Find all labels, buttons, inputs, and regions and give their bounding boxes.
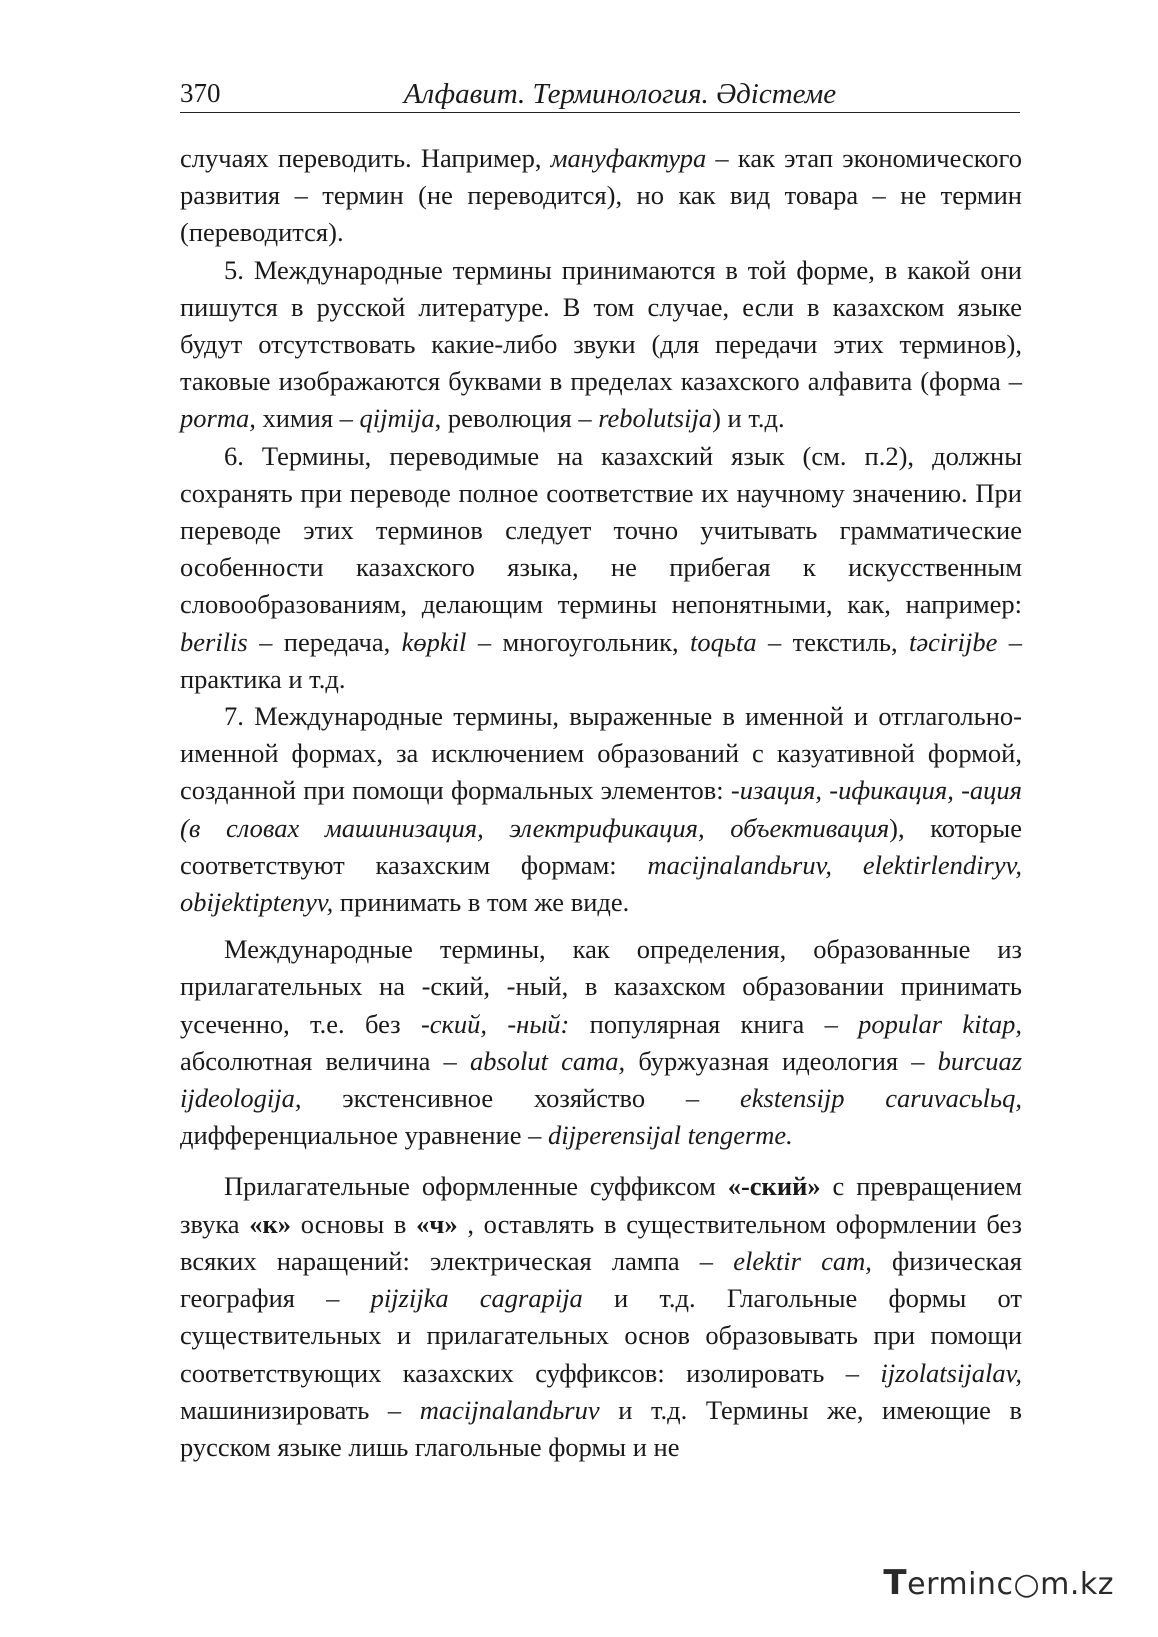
page-header (180, 78, 1020, 113)
paragraph: 6. Термины, переводимые на казахский язык (см. п.2), должны сохранять при переводе полное соответствие их научному значению. При переводе этих терминов следует точно учитывать грамматические особенности казахского языка, не прибегая к искусственным словообразованиям, делающим термины непонятными, как, например: berilis – передача, kөpkil – многоугольник, toqьta – текстиль, tәcirijbe – практика и т.д. (180, 440, 1023, 694)
watermark-text: erminc○m.kz (907, 1567, 1114, 1602)
watermark-initial: T (883, 1563, 908, 1603)
page-number: 370 (180, 78, 221, 108)
paragraph: Международные термины, как определения, образованные из прилагательных на -ский, -ный, в казахском образовании принимать усеченно, т.е. без -ский, -ный: популярная книга – popular kitap, абсолютная величина – absolut cama, буржуазная идеология – burcuaz ijdeologija, экстенсивное хозяйство – ekstensijp caruvacьlьq, дифференциальное уравнение – dijperensijal tengerme. (180, 934, 1023, 1151)
running-title: Алфавит. Терминология. Әдістеме (403, 78, 837, 110)
body-text (180, 140, 1022, 1466)
paragraph: 7. Международные термины, выраженные в именной и отглагольно-именной формах, за исключением образований с казуативной формой, созданной при помощи формальных элементов: -изация, -ификация, -ация (в словах машинизация, электрификация, объективация), которые соответствуют казахским формам: macijnalandьruv, elektirlendiryv, obijektiptenyv, принимать в том же виде. (180, 701, 1022, 918)
paragraph: случаях переводить. Например, мануфактура – как этап экономического развития – термин (не переводится), но как вид товара – не термин (переводится). (180, 143, 1022, 248)
site-watermark (883, 1563, 1114, 1603)
paragraph: 5. Международные термины принимаются в той форме, в какой они пишутся в русской литературе. В том случае, если в казахском языке будут отсутствовать какие-либо звуки (для передачи этих терминов), таковые изображаются буквами в пределах казахского алфавита (форма – porma, химия – qijmija, революция – rebolutsija) и т.д. (180, 254, 1022, 434)
paragraph: Прилагательные оформленные суффиксом «-ский» с превращением звука «к» основы в «ч» , оставлять в существительном оформлении без всяких наращений: электрическая лампа – elektir cam, физическая география – pijzijka cagrapija и т.д. Глагольные формы от существительных и прилагательных основ образовывать при помощи соответствующих казахских суффиксов: изолировать – ijzolatsijalav, машинизировать – macijnalandьruv и т.д. Термины же, имеющие в русском языке лишь глагольные формы и не (180, 1171, 1023, 1462)
